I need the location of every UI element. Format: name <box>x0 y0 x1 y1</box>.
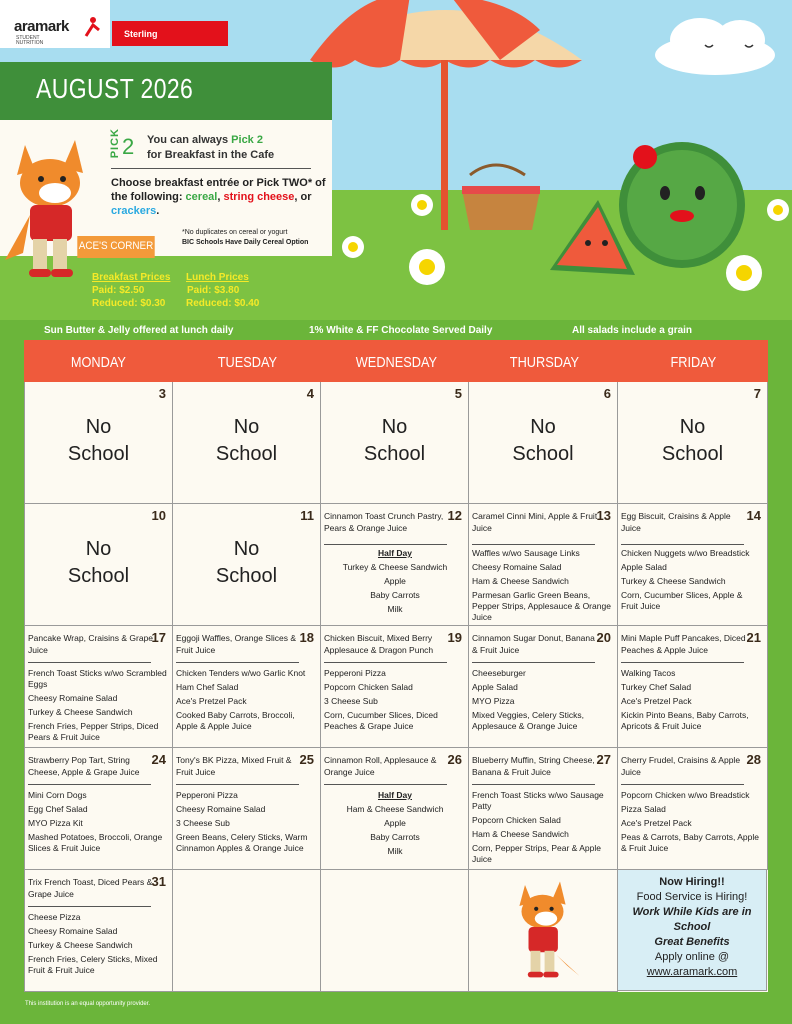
day-cell <box>618 382 768 504</box>
breakfast-item: Cinnamon Toast Crunch Pastry, Pears & Orange Juice <box>324 511 444 533</box>
divider <box>472 662 595 663</box>
day-cell <box>24 626 173 748</box>
fox-mascot-illustration <box>511 873 581 988</box>
weekday-header <box>24 340 768 382</box>
aramark-logo: aramark <box>14 18 69 35</box>
divider <box>28 784 151 785</box>
picnic-basket-illustration <box>462 165 540 230</box>
day-number: 28 <box>746 752 761 767</box>
breakfast-item: Blueberry Muffin, String Cheese, Banana & Fruit Juice <box>472 755 595 777</box>
breakfast-item: Pancake Wrap, Craisins & Grape Juice <box>28 633 154 655</box>
pick-two-text: You can always Pick 2 for Breakfast in the Cafe <box>147 134 275 161</box>
cloud-illustration <box>655 18 775 75</box>
empty-cell <box>321 870 469 992</box>
day-cell <box>173 504 321 626</box>
breakfast-prices: Breakfast Prices Paid: $2.50 Reduced: $0.30 <box>92 272 171 309</box>
lunch-menu: Pepperoni Pizza Cheesy Romaine Salad 3 Cheese Sub Green Beans, Celery Sticks, Warm Cinnamon Apples & Orange Juice <box>176 790 308 853</box>
divider <box>111 168 311 169</box>
day-cell <box>24 748 173 870</box>
breakfast-item: Eggoji Waffles, Orange Slices & Fruit Juice <box>176 633 297 655</box>
lunch-menu: French Toast Sticks w/wo Sausage Patty Popcorn Chicken Salad Ham & Cheese Sandwich Corn, Pepper Strips, Pear & Apple Juice <box>472 790 604 864</box>
day-number: 20 <box>596 630 611 645</box>
day-cell <box>618 504 768 626</box>
lunch-menu: Half Day Ham & Cheese Sandwich Apple Baby Carrots Milk <box>346 790 444 856</box>
day-number: 19 <box>447 630 462 645</box>
no-school-text: No School <box>215 538 278 587</box>
day-cell <box>321 382 469 504</box>
breakfast-item: Cherry Frudel, Craisins & Apple Juice <box>621 755 741 777</box>
day-cell <box>24 504 173 626</box>
lunch-menu: Mini Corn Dogs Egg Chef Salad MYO Pizza Kit Mashed Potatoes, Broccoli, Orange Slices & Fruit Juice <box>28 790 163 853</box>
day-number: 5 <box>454 386 462 401</box>
divider <box>28 906 151 907</box>
aramark-link[interactable]: www.aramark.com <box>646 966 738 978</box>
no-school-text: No School <box>67 538 130 587</box>
aramark-mark-icon <box>84 16 100 38</box>
day-number: 26 <box>447 752 462 767</box>
day-number: 25 <box>299 752 314 767</box>
day-cell <box>24 382 173 504</box>
day-number: 21 <box>746 630 761 645</box>
breakfast-item: Egg Biscuit, Craisins & Apple Juice <box>621 511 731 533</box>
watermelon-illustration <box>619 142 745 268</box>
day-cell <box>173 748 321 870</box>
divider <box>28 662 151 663</box>
lunch-menu: Chicken Nuggets w/wo Breadstick Apple Salad Turkey & Cheese Sandwich Corn, Cucumber Slices, Apple & Fruit Juice <box>621 548 750 611</box>
weekday-wednesday: WEDNESDAY <box>355 354 437 371</box>
breakfast-item: Trix French Toast, Diced Pears & Grape Juice <box>28 877 153 899</box>
day-cell <box>469 382 618 504</box>
day-number: 12 <box>447 508 462 523</box>
fox-mascot-illustration <box>5 135 105 285</box>
pick-two-number: 2 <box>122 134 135 159</box>
lunch-menu: Waffles w/wo Sausage Links Cheesy Romaine Salad Ham & Cheese Sandwich Parmesan Garlic Green Beans, Pepper Strips, Applesauce & Orange Juice <box>472 548 611 622</box>
lunch-menu: Popcorn Chicken w/wo Breadstick Pizza Salad Ace's Pretzel Pack Peas & Carrots, Baby Carrots, Apple & Fruit Juice <box>621 790 759 853</box>
district-label: Sterling <box>112 21 228 46</box>
mascot-cell <box>469 870 618 992</box>
page-title: AUGUST 2026 <box>36 73 194 104</box>
no-school-text: No School <box>67 416 130 465</box>
divider <box>176 784 299 785</box>
day-cell <box>24 870 173 992</box>
divider <box>324 784 447 785</box>
day-number: 17 <box>151 630 166 645</box>
divider <box>472 784 595 785</box>
day-number: 11 <box>300 508 314 523</box>
divider <box>621 662 744 663</box>
breakfast-item: Chicken Biscuit, Mixed Berry Applesauce & Dragon Punch <box>324 633 434 655</box>
day-cell <box>618 626 768 748</box>
day-number: 18 <box>299 630 314 645</box>
lunch-menu: French Toast Sticks w/wo Scrambled Eggs Cheesy Romaine Salad Turkey & Cheese Sandwich French Fries, Pepper Strips, Diced Pears & Fruit Juice <box>28 668 167 742</box>
day-cell <box>321 748 469 870</box>
breakfast-item: Mini Maple Puff Pancakes, Diced Peaches & Apple Juice <box>621 633 746 655</box>
day-cell <box>469 748 618 870</box>
lunch-menu: Cheese Pizza Cheesy Romaine Salad Turkey & Cheese Sandwich French Fries, Celery Sticks, Mixed Fruit & Fruit Juice <box>28 912 158 975</box>
weekday-tuesday: TUESDAY <box>217 354 277 371</box>
day-number: 7 <box>753 386 761 401</box>
divider <box>176 662 299 663</box>
weekday-friday: FRIDAY <box>670 354 717 371</box>
day-number: 4 <box>306 386 314 401</box>
picnic-scene-illustration <box>300 0 792 300</box>
breakfast-item: Tony's BK Pizza, Mixed Fruit & Fruit Juice <box>176 755 292 777</box>
lunch-menu: Chicken Tenders w/wo Garlic Knot Ham Chef Salad Ace's Pretzel Pack Cooked Baby Carrots, Broccoli, Apple & Apple Juice <box>176 668 306 731</box>
choose-breakfast-text: Choose breakfast entrée or Pick TWO* of the following: cereal, string cheese, or crackers. <box>111 177 326 217</box>
weekday-monday: MONDAY <box>70 354 126 371</box>
no-school-text: No School <box>512 416 574 465</box>
breakfast-item: Strawberry Pop Tart, String Cheese, Apple & Grape Juice <box>28 755 140 777</box>
pick-vertical-label: PICK <box>109 128 121 159</box>
divider <box>621 544 744 545</box>
breakfast-notes: *No duplicates on cereal or yogurt BIC Schools Have Daily Cereal Option <box>182 229 309 246</box>
day-number: 6 <box>603 386 611 401</box>
divider <box>621 784 744 785</box>
now-hiring-box: Now Hiring!! Food Service is Hiring! Work While Kids are in School Great Benefits Apply online @ www.aramark.com <box>618 870 767 991</box>
day-number: 3 <box>158 386 166 401</box>
banner-salads: All salads include a grain <box>572 325 693 336</box>
lunch-menu: Pepperoni Pizza Popcorn Chicken Salad 3 Cheese Sub Corn, Cucumber Slices, Diced Peaches & Grape Juice <box>324 668 438 731</box>
lunch-menu: Half Day Turkey & Cheese Sandwich Apple Baby Carrots Milk <box>342 548 448 614</box>
day-number: 14 <box>746 508 761 523</box>
day-number: 24 <box>151 752 166 767</box>
day-number: 27 <box>596 752 611 767</box>
day-cell <box>321 626 469 748</box>
day-number: 31 <box>151 874 166 889</box>
lunch-menu: Cheeseburger Apple Salad MYO Pizza Mixed Veggies, Celery Sticks, Applesauce & Orange Juice <box>472 668 584 731</box>
footer-text: This institution is an equal opportunity provider. <box>25 1001 151 1007</box>
logo-subtitle: STUDENT NUTRITION <box>16 35 44 46</box>
day-number: 10 <box>151 508 166 523</box>
no-school-text: No School <box>363 416 426 465</box>
day-cell <box>469 626 618 748</box>
day-cell <box>321 504 469 626</box>
lunch-menu: Walking Tacos Turkey Chef Salad Ace's Pretzel Pack Kickin Pinto Beans, Baby Carrots, Apricots & Fruit Juice <box>621 668 749 731</box>
empty-cell <box>173 870 321 992</box>
umbrella-illustration <box>310 0 582 230</box>
day-cell <box>173 382 321 504</box>
breakfast-item: Caramel Cinni Mini, Apple & Fruit Juice <box>472 511 598 533</box>
day-number: 13 <box>596 508 611 523</box>
no-school-text: No School <box>215 416 278 465</box>
divider <box>472 544 595 545</box>
breakfast-item: Cinnamon Roll, Applesauce & Orange Juice <box>324 755 437 777</box>
divider <box>324 544 447 545</box>
divider <box>324 662 447 663</box>
banner-sunbutter: Sun Butter & Jelly offered at lunch daily <box>44 325 234 336</box>
weekday-thursday: THURSDAY <box>510 354 580 371</box>
day-cell <box>469 504 618 626</box>
no-school-text: No School <box>661 416 724 465</box>
aces-corner-label: ACE'S CORNER <box>77 236 154 258</box>
day-cell <box>618 748 768 870</box>
breakfast-item: Cinnamon Sugar Donut, Banana & Fruit Juice <box>472 633 595 655</box>
lunch-prices: Lunch Prices Paid: $3.80 Reduced: $0.40 <box>186 272 260 309</box>
banner-milk: 1% White & FF Chocolate Served Daily <box>309 325 493 336</box>
day-cell <box>173 626 321 748</box>
